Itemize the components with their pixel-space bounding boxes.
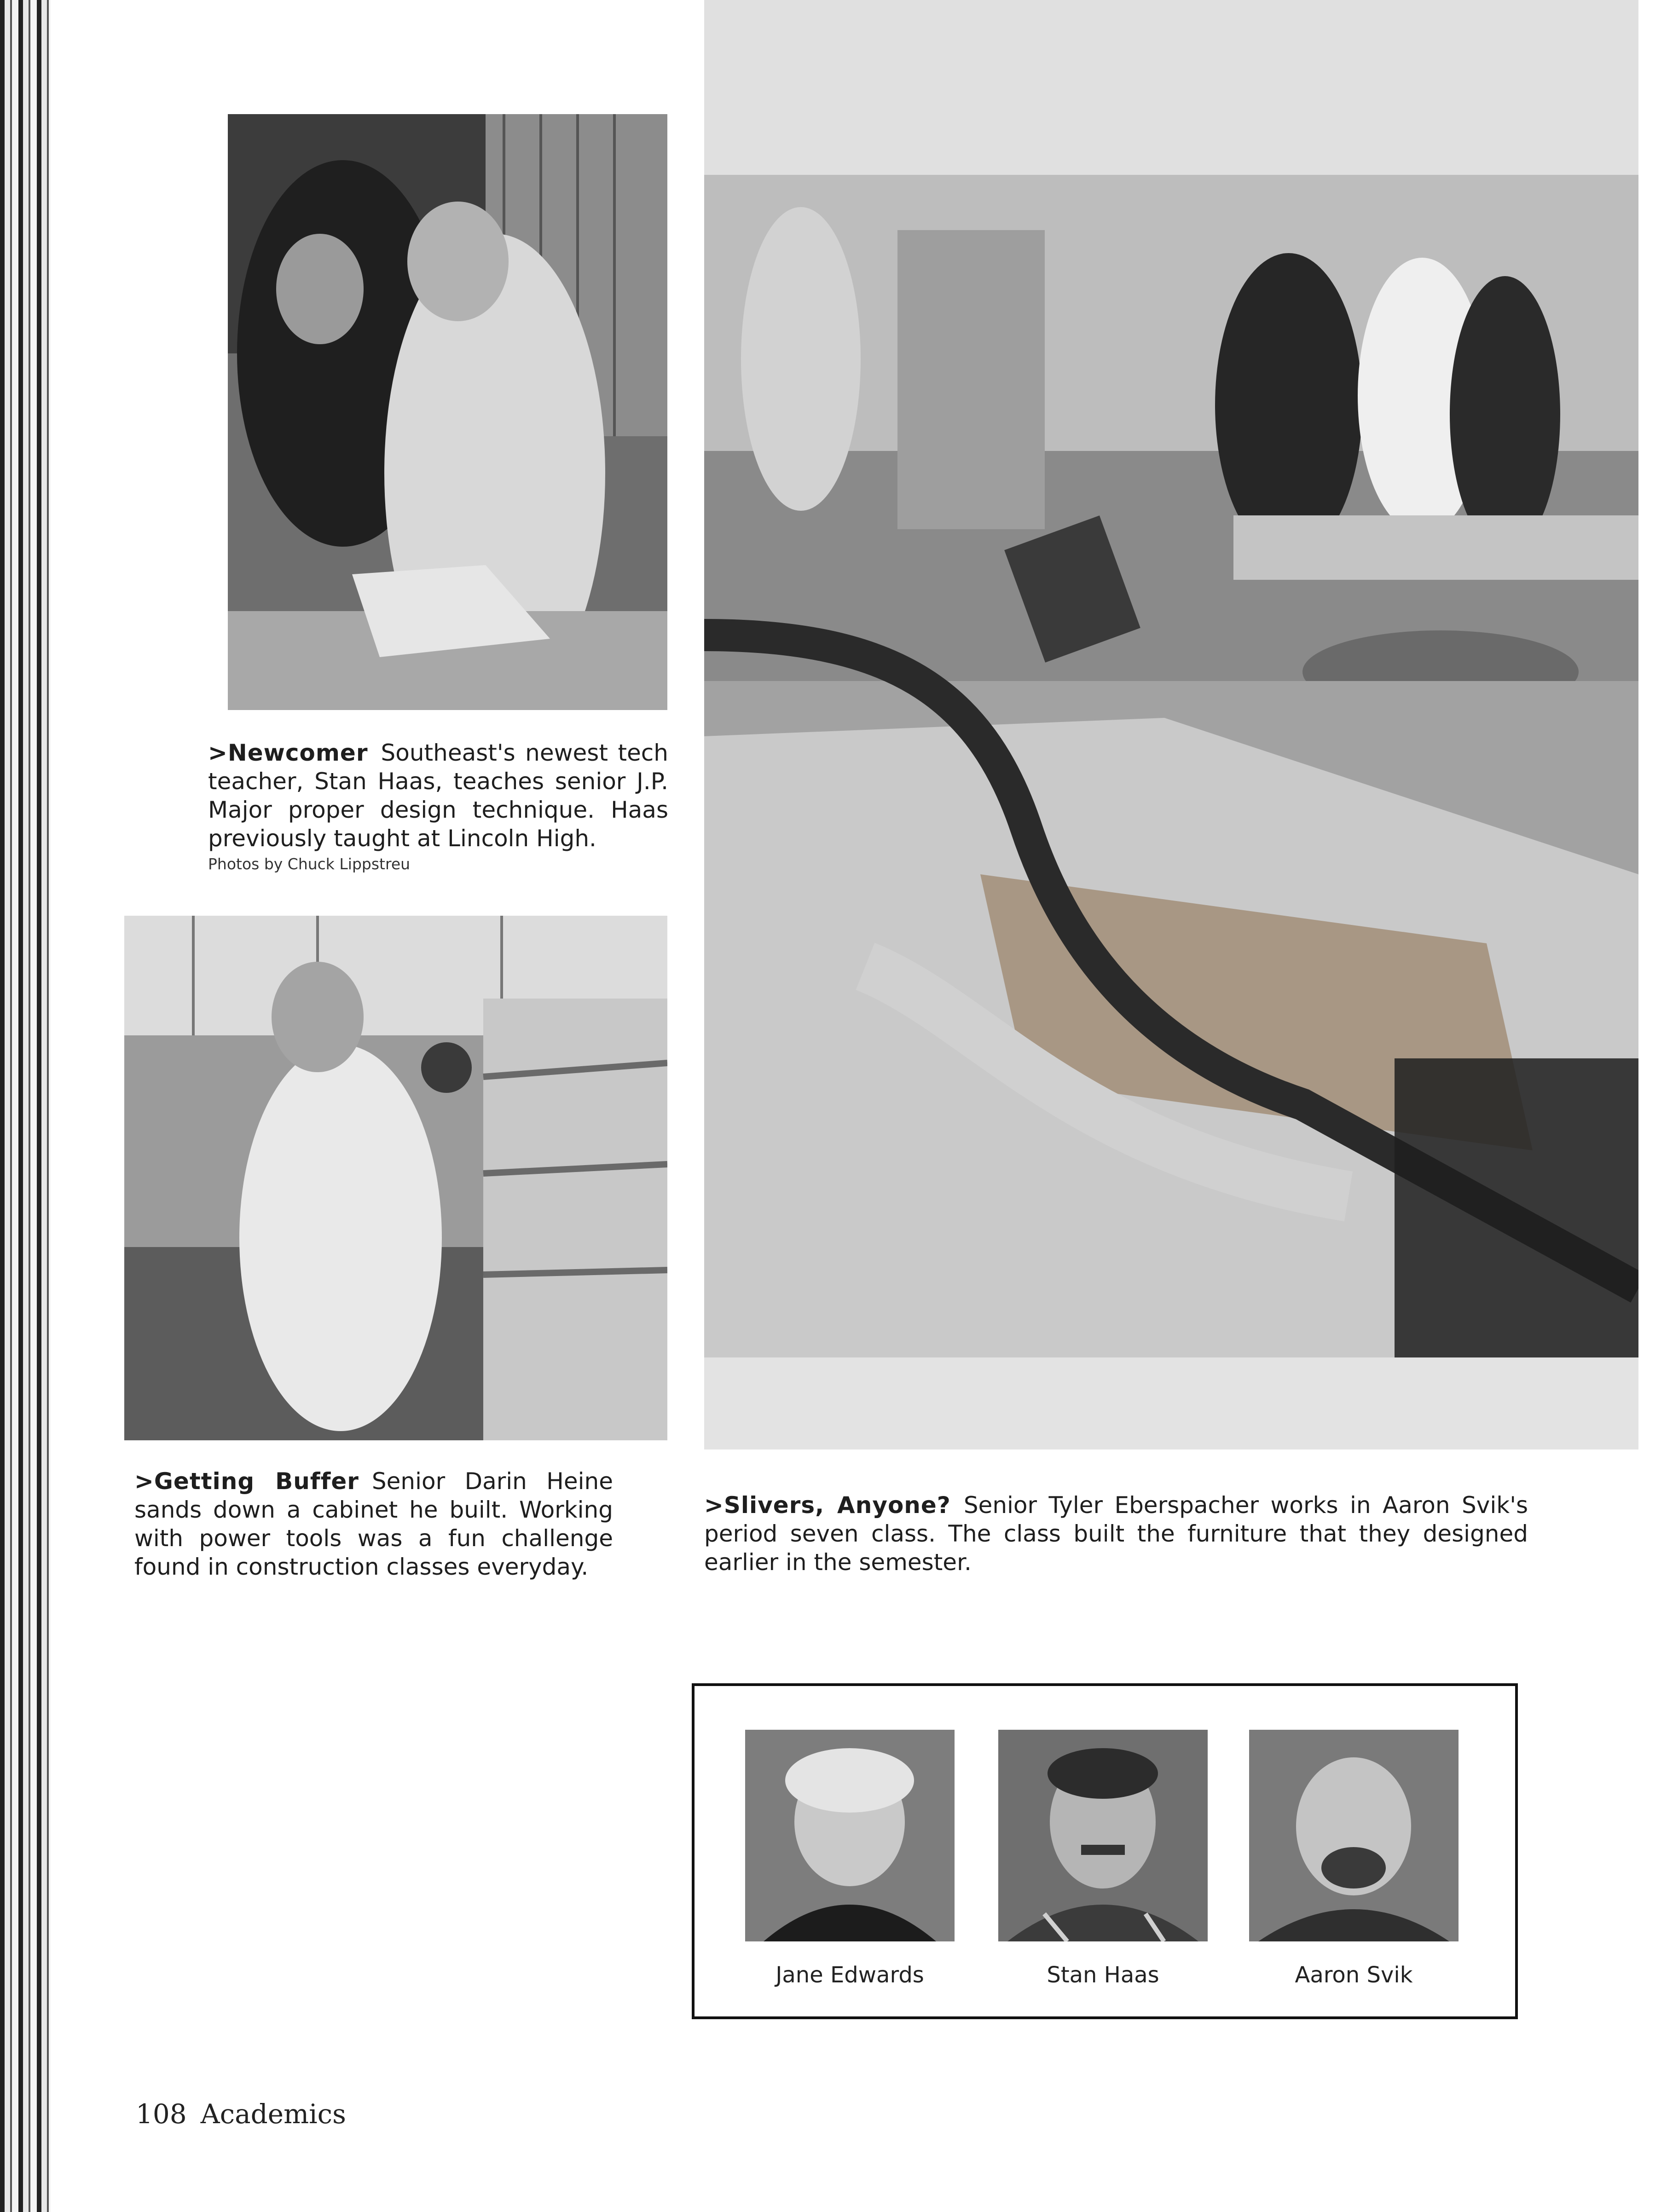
page-number: 108 xyxy=(136,2098,187,2130)
slivers-caption xyxy=(704,1491,1528,1577)
page-folio xyxy=(136,2098,346,2130)
page-binding-edge xyxy=(0,0,51,2212)
getting-buffer-caption-text: Senior Darin Heine sands down a cabinet he built. Working with power tools was a fun challenge found in construction classes everyday. xyxy=(134,1468,613,1580)
portrait-stan-haas xyxy=(998,1730,1208,1941)
newcomer-caption xyxy=(208,739,668,876)
portrait-aaron-svik xyxy=(1249,1730,1459,1941)
newcomer-caption-text: Southeast's newest tech teacher, Stan Haas, teaches senior J.P. Major proper design technique. Haas previously taught at Lincoln High. xyxy=(208,739,668,852)
portrait-jane-edwards xyxy=(745,1730,955,1941)
photo-credit: Photos by Chuck Lippstreu xyxy=(208,855,411,873)
portrait-name-jane-edwards: Jane Edwards xyxy=(776,1962,924,1988)
staff-portrait-box xyxy=(692,1683,1518,2019)
newcomer-kicker: >Newcomer xyxy=(208,739,368,766)
portrait-name-aaron-svik: Aaron Svik xyxy=(1295,1962,1413,1988)
slivers-photo xyxy=(704,0,1638,1450)
slivers-caption-text: Senior Tyler Eberspacher works in Aaron Svik's period seven class. The class built the furniture that they designed earlier in the semester. xyxy=(704,1492,1528,1576)
getting-buffer-caption xyxy=(134,1467,613,1581)
section-name: Academics xyxy=(200,2098,346,2130)
getting-buffer-kicker: >Getting Buffer xyxy=(134,1468,359,1495)
getting-buffer-photo xyxy=(124,916,667,1440)
slivers-kicker: >Slivers, Anyone? xyxy=(704,1492,951,1519)
newcomer-photo xyxy=(228,114,667,710)
portrait-name-stan-haas: Stan Haas xyxy=(1047,1962,1159,1988)
